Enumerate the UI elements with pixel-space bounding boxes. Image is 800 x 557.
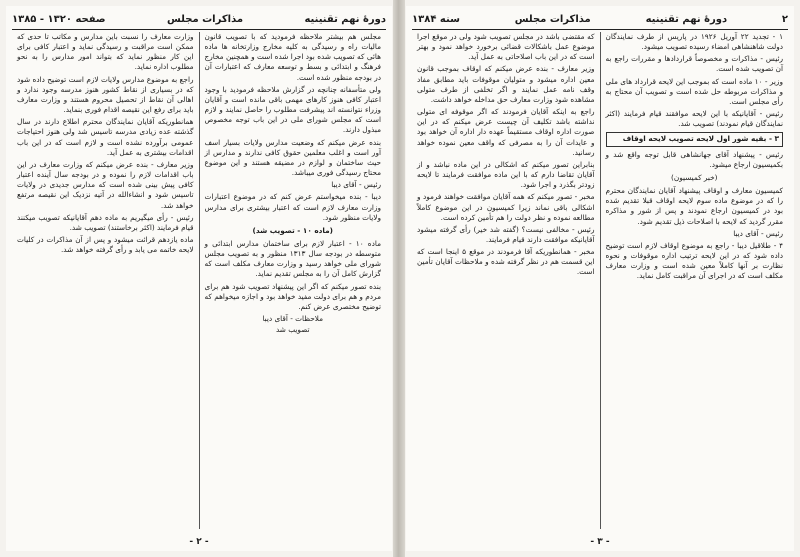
paragraph: ۱ - تجدید ۲۲ آوریل ۱۹۲۶ در پاریس از طرف نمایندگان دولت شاهنشاهی امضاء رسیده تصویب میشود. xyxy=(605,32,783,52)
left-page-left-column xyxy=(12,32,199,529)
right-page-left-column xyxy=(412,32,600,529)
left-header-date: صفحه ۱۳۲۰ - ۱۳۸۵ xyxy=(12,13,106,25)
paragraph: ماده ۱۰ - اعتبار لازم برای ساختمان مدارس ابتدائی و متوسطه در بودجه سال ۱۳۱۳ منظور و به تصویب مجلس شورای ملی خواهد رسید و وزارت معارف مکلف است که گزارش کامل آن را به مجلس تقدیم نماید. xyxy=(204,238,381,279)
right-header-date: سنه ۱۳۸۴ xyxy=(412,13,460,25)
paragraph: مجلس هم بیشتر ملاحظه فرمودید که با تصویب قانون مالیات راه و رسیدگی به کلیه مخارج وزارتخانه ها ماده هائی که تصویب شده بود اجرا شده است و همچنین مخارج فرهنگ و ابتدائی و بسط و توسعه معارف که اعتبارات آن در بودجه منظور شده است. xyxy=(204,32,381,82)
left-page-folio: - ۲ - xyxy=(189,537,209,547)
paragraph: رئیس - آقای دیبا xyxy=(733,228,783,238)
right-page-folio: - ۳ - xyxy=(590,537,610,547)
paragraph: که مقتضی باشد در مجلس تصویب شود ولی در موقع اجرا موضوع عمل باشکالات قضائی برخورد خواهد نمود و بهتر است که در این باب اصلاحاتی به عمل آید. xyxy=(417,32,595,62)
vote-line: تصویب شد xyxy=(275,325,310,335)
right-header-page-no: ۲ xyxy=(781,13,788,25)
section-heading: (ماده ۱۰ - تصویب شد) xyxy=(252,225,333,235)
centered-note: (خبر کمیسیون) xyxy=(671,172,718,182)
left-header-title: مذاکرات مجلس xyxy=(167,13,244,25)
left-page xyxy=(6,6,392,551)
left-page-header xyxy=(12,10,386,28)
right-page-right-column xyxy=(601,32,789,529)
paragraph: ۴ - طلاقیل دیبا - راجع به موضوع اوقاف لازم است توضیح داده شود که در این لایحه ترتیب اداره موقوفات و نحوه نظارت بر آنها کاملاً معین شده است و وزارت معارف مکلف است که در اجرای آن مراقبت کامل نماید. xyxy=(605,240,783,281)
paragraph: همانطوریکه آقایان نمایندگان محترم اطلاع دارند در سال گذشته عده زیادی مدرسه تاسیس شد ولی هنوز احتیاجات عمومی برآورده نشده است و لازم است که در این باب اقدامات بیشتری به عمل آید. xyxy=(17,117,194,157)
paragraph: رئیس - آقای دیبا xyxy=(331,180,381,190)
paragraph: مخبر - تصور میکنم که همه آقایان موافقت خواهند فرمود و اشکالی باقی نماند زیرا کمیسیون در این موضوع کاملاً مطالعه نموده و نظر دولت را هم تأمین کرده است. xyxy=(417,192,595,222)
header-rule xyxy=(412,29,788,31)
paragraph: ولی متأسفانه چنانچه در گزارش ملاحظه فرمودید با وجود اعتبار کافی هنوز کارهای مهمی باقی مانده است و آقایان وزراء نتوانسته اند پیشرفت مطلوب را حاصل نمایند و لازم است که مجلس شورای ملی در این باب توجه مخصوص مبذول دارند. xyxy=(204,84,381,135)
paragraph: راجع به اینکه آقایان فرمودند که اگر موقوفه ای متولی نداشته باشد تکلیف آن چیست عرض میکنم که در این صورت اداره اوقاف مستقیماً عهده دار اداره آن خواهد بود و عایدات آن را به مصرفی که واقف معین نموده خواهد رسانید. xyxy=(417,107,595,157)
paragraph: بنده عرض میکنم که وضعیت مدارس ولایات بسیار اسف آور است و اغلب معلمین حقوق کافی ندارند و مدارس از حیث ساختمان و لوازم در مضیقه هستند و این موضوع محتاج رسیدگی فوری میباشد. xyxy=(204,137,381,178)
paragraph: رئیس - رأی میگیریم به ماده دهم آقایانیکه تصویب میکنند قیام فرمایند (اکثر برخاستند) تصویب شد. xyxy=(17,212,194,232)
paragraph: کمیسیون معارف و اوقاف پیشنهاد آقایان نمایندگان محترم را که در موضوع ماده سوم لایحه اوقاف قبلا تقدیم شده بود در کمیسیون ارجاع نمودند و پس از شور و مذاکره مقرر گردید که لایحه با اصلاحات ذیل تقدیم شود. xyxy=(605,186,783,226)
paragraph: مخبر - همانطوریکه آقا فرمودند در موقع ۵ اینجا است که این قسمت هم در نظر گرفته شده و ملاحظات آقایان تأمین است. xyxy=(417,247,595,277)
paragraph: رئیس - پیشنهاد آقای جهانشاهی قابل توجه واقع شد و بکمیسیون ارجاع میشود. xyxy=(605,149,783,169)
left-page-right-column xyxy=(200,32,387,529)
paragraph: بنابراین تصور میکنم که اشکالی در این ماده نباشد و از آقایان تقاضا دارم که با این ماده موافقت فرمایند تا لایحه زودتر بگذرد و اجرا شود. xyxy=(417,159,595,190)
left-header-session: دورهٔ نهم تقنینیه xyxy=(304,13,386,25)
paragraph: رئیس - آقایانیکه با این لایحه موافقند قیام فرمایند (اکثر نمایندگان قیام نمودند) تصویب شد. xyxy=(605,109,783,129)
right-header-session: دورهٔ نهم تقنینیه xyxy=(645,13,728,25)
paragraph: رئیس - مخالفی نیست؟ (گفته شد خیر) رأی گرفته میشود آقایانیکه موافقت دارند قیام فرمایند. xyxy=(417,224,595,244)
paragraph: وزیر معارف - بنده عرض میکنم که اوقاف بموجب قانون معین اداره میشود و متولیان موقوفات باید مطابق مفاد وقف نامه عمل نمایند و اگر تخلفی از طرف متولی مشاهده شود وزارت معارف حق مداخله خواهد داشت. xyxy=(417,64,595,104)
paragraph: راجع به موضوع مدارس ولایات لازم است توضیح داده شود که در بسیاری از نقاط کشور هنوز مدرسه وجود ندارد و اهالی آن نقاط از تحصیل محروم هستند و وزارت معارف باید برای رفع این نقیصه اقدام فوری بنماید. xyxy=(17,74,194,115)
paragraph: ماده یازدهم قرائت میشود و پس از آن مذاکرات در کلیات لایحه خاتمه می یابد و رأی گرفته خواهد شد. xyxy=(17,234,194,255)
right-page-header xyxy=(412,10,788,28)
left-page-columns xyxy=(12,32,386,529)
paragraph: بنده تصور میکنم که اگر این پیشنهاد تصویب شود هم برای مردم و هم برای دولت مفید خواهد بود و اجازه میخواهم که توضیح مختصری عرض کنم. xyxy=(204,281,381,311)
paragraph: وزارت معارف را نسبت باین مدارس و مکاتب تا حدی که ممکن است مراقبت و رسیدگی نماید و اعتبار کافی برای این کار منظور نماید که بتواند امور مدارس را به نحو مطلوب اداره نماید. xyxy=(17,32,194,72)
right-page xyxy=(406,6,794,551)
boxed-heading: ۳ - بقیه شور اول لایحه تصویب لایحه اوقاف xyxy=(606,132,784,146)
paragraph: رئیس - مذاکرات و مخصوصاً قراردادها و مقررات راجع به آن تصویب شده است. xyxy=(605,54,783,74)
header-rule xyxy=(12,29,386,31)
paragraph: وزیر معارف - بنده عرض میکنم که وزارت معارف در این باب اقدامات لازم را نموده و در بودجه سال آینده اعتبار کافی پیش بینی شده است که مدارس جدیدی در ولایات تاسیس شود و انشاءالله در آتیه نزدیک این نقیصه مرتفع خواهد شد. xyxy=(17,159,194,210)
right-page-columns xyxy=(412,32,788,529)
paragraph: وزیر - ۱۰ ماده است که بموجب این لایحه قرارداد های ملی و مذاکرات مربوطه حل شده است و تصویب آن محتاج به رأی مجلس است. xyxy=(605,76,783,106)
right-header-title: مذاکرات مجلس xyxy=(514,13,591,25)
vote-line: ملاحظات - آقای دیبا xyxy=(262,314,324,324)
book-gutter xyxy=(393,0,405,557)
paragraph: دیبا - بنده میخواستم عرض کنم که در موضوع اعتبارات وزارت معارف لازم است که اعتبار بیشتری برای مدارس ولایات منظور شود. xyxy=(204,192,381,222)
